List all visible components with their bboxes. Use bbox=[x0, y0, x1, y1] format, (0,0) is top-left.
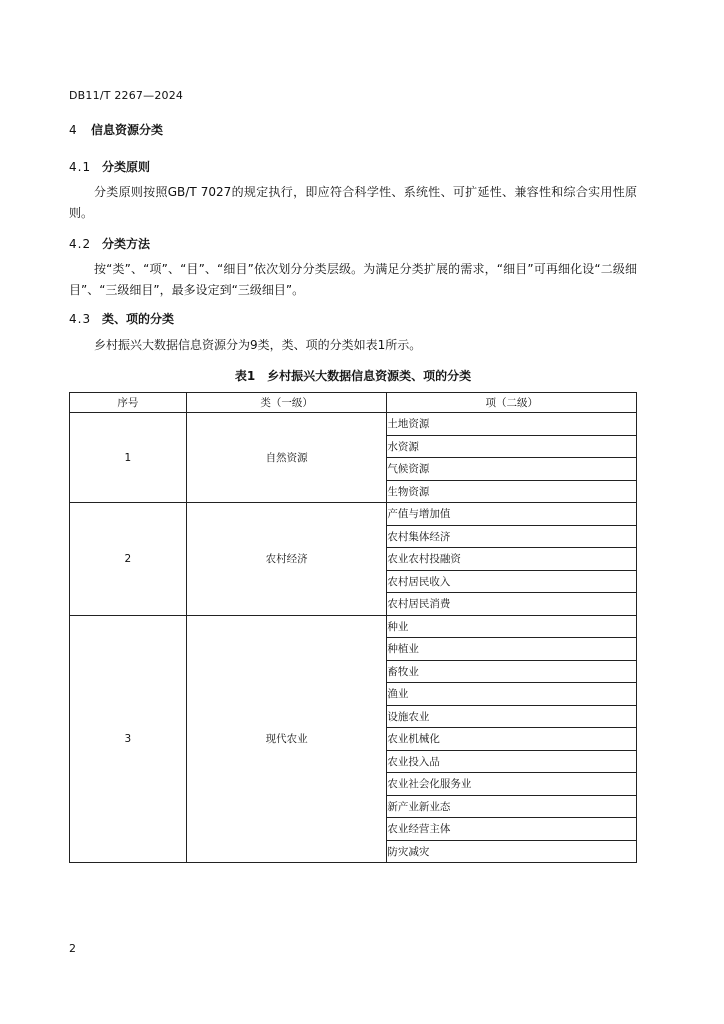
table-caption: 表1 乡村振兴大数据信息资源类、项的分类 bbox=[234, 369, 472, 383]
section-4-2-paragraph: 按“类”、“项”、“目”、“细目”依次划分分类层级。为满足分类扩展的需求，“细目”可再细化设“二级细目”、“三级细目”，最多设定到“三级细目”。 bbox=[69, 262, 637, 297]
section-title: 信息资源分类 bbox=[91, 123, 164, 137]
section-number: 4.2 bbox=[69, 237, 92, 251]
item-cell: 农村居民消费 bbox=[387, 593, 637, 616]
section-number: 4.1 bbox=[69, 160, 92, 174]
item-cell: 农业农村投融资 bbox=[387, 548, 637, 571]
item-cell: 水资源 bbox=[387, 435, 637, 458]
item-cell: 渔业 bbox=[387, 683, 637, 706]
document-code: DB11/T 2267—2024 bbox=[69, 89, 184, 102]
header-cell-number: 序号 bbox=[70, 393, 187, 413]
category-cell: 农村经济 bbox=[186, 503, 387, 616]
section-4-heading bbox=[69, 121, 163, 138]
row-number-cell: 3 bbox=[70, 615, 187, 863]
row-number-cell: 2 bbox=[70, 503, 187, 616]
table-body bbox=[70, 413, 637, 863]
item-cell: 气候资源 bbox=[387, 458, 637, 481]
table-row bbox=[70, 615, 637, 638]
table-row bbox=[70, 503, 637, 526]
item-cell: 农业机械化 bbox=[387, 728, 637, 751]
item-cell: 农村集体经济 bbox=[387, 525, 637, 548]
category-cell: 自然资源 bbox=[186, 413, 387, 503]
item-cell: 设施农业 bbox=[387, 705, 637, 728]
section-4-3-paragraph: 乡村振兴大数据信息资源分为9类，类、项的分类如表1所示。 bbox=[94, 338, 422, 352]
item-cell: 农业投入品 bbox=[387, 750, 637, 773]
header-cell-category: 类（一级） bbox=[186, 393, 387, 413]
classification-table bbox=[69, 392, 637, 863]
section-4-1-paragraph: 分类原则按照GB/T 7027的规定执行，即应符合科学性、系统性、可扩延性、兼容性和综合实用性原则。 bbox=[69, 185, 637, 220]
item-cell: 土地资源 bbox=[387, 413, 637, 436]
item-cell: 防灾减灾 bbox=[387, 840, 637, 863]
item-cell: 产值与增加值 bbox=[387, 503, 637, 526]
item-cell: 种植业 bbox=[387, 638, 637, 661]
item-cell: 畜牧业 bbox=[387, 660, 637, 683]
page-number: 2 bbox=[69, 942, 76, 955]
table-header-row bbox=[70, 393, 637, 413]
item-cell: 农业社会化服务业 bbox=[387, 773, 637, 796]
item-cell: 农村居民收入 bbox=[387, 570, 637, 593]
section-number: 4 bbox=[69, 123, 77, 137]
item-cell: 新产业新业态 bbox=[387, 795, 637, 818]
item-cell: 农业经营主体 bbox=[387, 818, 637, 841]
section-4-3-heading bbox=[69, 310, 174, 327]
section-title: 分类原则 bbox=[102, 160, 151, 174]
section-4-2-heading bbox=[69, 235, 150, 252]
table-row bbox=[70, 413, 637, 436]
section-title: 分类方法 bbox=[102, 237, 151, 251]
section-number: 4.3 bbox=[69, 312, 92, 326]
section-title: 类、项的分类 bbox=[102, 312, 175, 326]
item-cell: 种业 bbox=[387, 615, 637, 638]
header-cell-item: 项（二级） bbox=[387, 393, 637, 413]
item-cell: 生物资源 bbox=[387, 480, 637, 503]
section-4-1-heading bbox=[69, 158, 150, 175]
row-number-cell: 1 bbox=[70, 413, 187, 503]
category-cell: 现代农业 bbox=[186, 615, 387, 863]
